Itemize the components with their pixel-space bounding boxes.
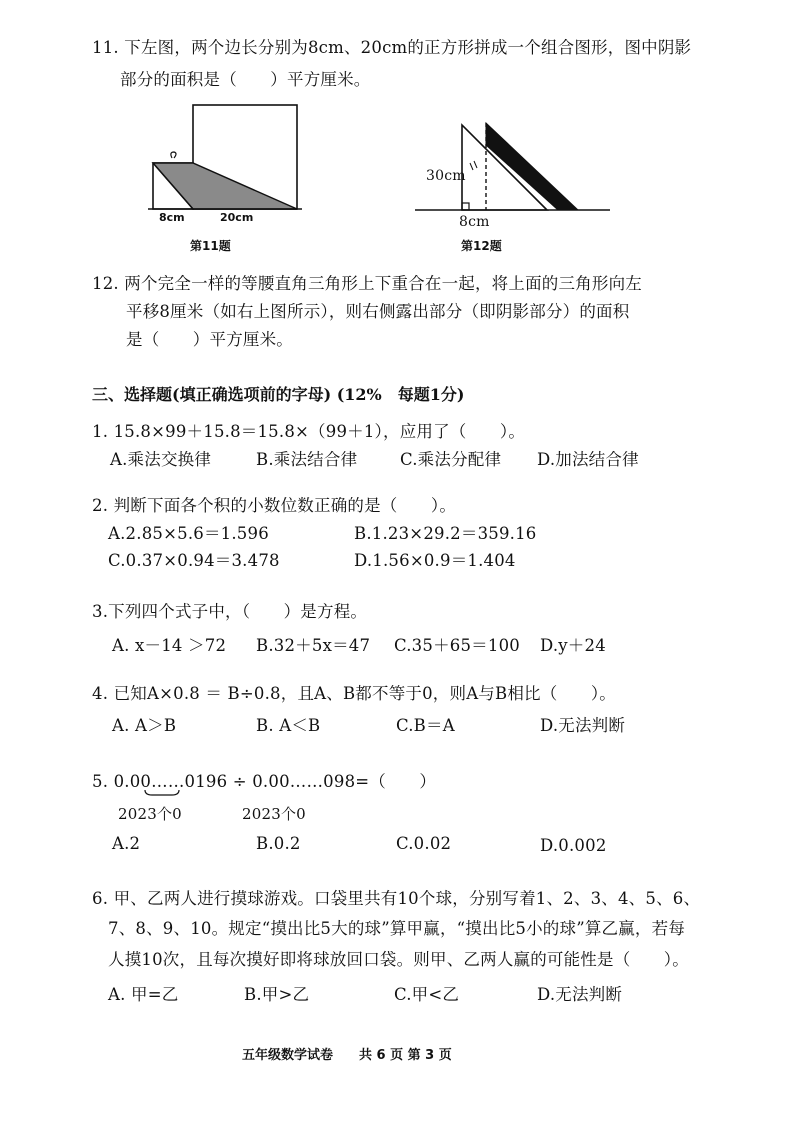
choice-1-option-b: B.乘法结合律 (256, 450, 358, 469)
choice-2-stem: 2. 判断下面各个积的小数位数正确的是（ ）。 (92, 496, 457, 515)
choice-5-option-d: D.0.002 (540, 836, 607, 855)
choice-6-line-2: 7、8、9、10。规定“摸出比5大的球”算甲赢，“摸出比5小的球”算乙赢，若每 (108, 919, 686, 938)
q12-line-1: 12. 两个完全一样的等腰直角三角形上下重合在一起，将上面的三角形向左 (92, 274, 642, 293)
choice-2-option-c: C.0.37×0.94＝3.478 (108, 551, 280, 570)
choice-2-option-d: D.1.56×0.9＝1.404 (354, 551, 516, 570)
choice-3-option-a: A. x－14 ＞72 (112, 636, 227, 655)
q12-label-8cm: 8cm (459, 214, 490, 230)
q12-line-2: 平移8厘米（如右上图所示），则右侧露出部分（即阴影部分）的面积 (126, 302, 630, 321)
choice-3-option-d: D.y＋24 (540, 636, 606, 655)
q11-label-8cm: 8cm (159, 211, 185, 224)
choice-6-option-b: B.甲>乙 (244, 985, 310, 1004)
choice-6-option-a: A. 甲=乙 (108, 985, 179, 1004)
choice-3-option-b: B.32＋5x＝47 (256, 636, 371, 655)
choice-1-option-d: D.加法结合律 (537, 450, 639, 469)
choice-5-option-b: B.0.2 (256, 834, 301, 853)
choice-4-option-b: B. A＜B (256, 716, 321, 735)
choice-6-option-d: D.无法判断 (537, 985, 623, 1004)
choice-1-stem: 1. 15.8×99＋15.8＝15.8×（99＋1），应用了（ ）。 (92, 422, 526, 441)
choice-6-option-c: C.甲<乙 (394, 985, 460, 1004)
choice-5-option-c: C.0.02 (396, 834, 452, 853)
choice-5-stem: 5. 0.00……0196 ÷ 0.00……098=（ ） (92, 772, 437, 791)
choice-5-note-1: 2023个0 (118, 805, 182, 823)
choice-6-line-3: 人摸10次，且每次摸好即将球放回口袋。则甲、乙两人赢的可能性是（ ）。 (108, 950, 689, 969)
q11-shaded-region (153, 163, 297, 209)
q11-line-1: 11. 下左图，两个边长分别为8cm、20cm的正方形拼成一个组合图形，图中阴影 (92, 38, 692, 57)
q12-label-30cm: 30cm (426, 168, 466, 184)
choice-4-option-d: D.无法判断 (540, 716, 626, 735)
q12-line-3: 是（ ）平方厘米。 (126, 330, 293, 349)
choice-5-note-2: 2023个0 (242, 805, 306, 823)
choice-3-option-c: C.35＋65＝100 (394, 636, 520, 655)
choice-2-option-b: B.1.23×29.2＝359.16 (354, 524, 537, 543)
choice-1-option-a: A.乘法交换律 (110, 450, 212, 469)
choice-6-line-1: 6. 甲、乙两人进行摸球游戏。口袋里共有10个球，分别写着1、2、3、4、5、6、 (92, 889, 701, 908)
q11-label-20cm: 20cm (220, 211, 254, 224)
q11-line-2: 部分的面积是（ ）平方厘米。 (120, 70, 371, 89)
page-footer: 五年级数学试卷 共 6 页 第 3 页 (242, 1048, 452, 1063)
q12-caption: 第12题 (461, 239, 502, 253)
choice-3-stem: 3.下列四个式子中，（ ）是方程。 (92, 602, 368, 621)
choice-5-option-a: A.2 (112, 834, 141, 853)
q12-triangle-left (462, 125, 547, 210)
choice-2-option-a: A.2.85×5.6＝1.596 (108, 524, 269, 543)
q11-caption: 第11题 (190, 239, 231, 253)
choice-1-option-c: C.乘法分配律 (400, 450, 502, 469)
choice-5-brace (144, 789, 180, 797)
section-3-heading: 三、选择题(填正确选项前的字母) (12% 每题1分) (92, 385, 465, 404)
choice-4-stem: 4. 已知A×0.8 ＝ B÷0.8，且A、B都不等于0，则A与B相比（ ）。 (92, 684, 616, 703)
choice-4-option-a: A. A＞B (112, 716, 177, 735)
choice-4-option-c: C.B＝A (396, 716, 455, 735)
q12-shaded-triangle (486, 123, 578, 210)
